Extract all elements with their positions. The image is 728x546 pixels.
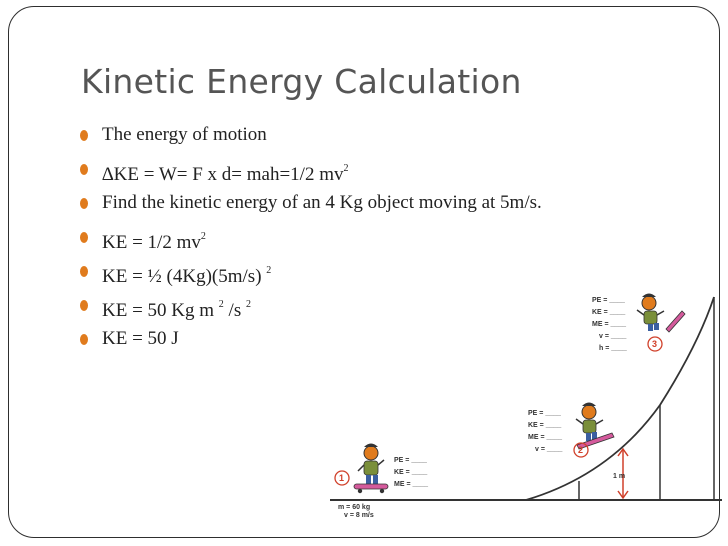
pos3-label-ke: KE = ____ — [592, 309, 626, 316]
pos3-label-h: h = ____ — [599, 345, 627, 352]
bullet-text-tail: /s — [223, 300, 246, 321]
bullet-superscript: 2 — [245, 299, 251, 310]
height-label: 1 m — [613, 473, 626, 480]
pos2-label-pe: PE = ____ — [528, 410, 561, 417]
bullet-dot-icon — [80, 198, 88, 209]
pos2-label-v: v = ____ — [535, 446, 563, 453]
bullet-text: KE = 50 J — [102, 328, 179, 349]
pos3-label-v: v = ____ — [599, 333, 627, 340]
bullet-superscript: 2 — [266, 265, 272, 276]
bullet-text: The energy of motion — [102, 124, 267, 145]
bullet-text: KE = 1/2 mv — [102, 232, 201, 253]
skater-2-icon — [576, 403, 614, 450]
skate-ramp-illustration — [330, 285, 722, 517]
bullet-text: Find the kinetic energy of an 4 Kg object moving at 5m/s. — [102, 192, 542, 213]
pos2-label-ke: KE = ____ — [528, 422, 562, 429]
bullet-text: ∆KE = W= F x d= mah=1/2 mv — [102, 164, 344, 185]
bullet-item — [80, 122, 542, 156]
bullet-dot-icon — [80, 334, 88, 345]
bullet-item — [80, 190, 542, 224]
bullet-text: KE = ½ (4Kg)(5m/s) — [102, 266, 267, 287]
bullet-superscript: 2 — [218, 299, 224, 310]
bullet-dot-icon — [80, 232, 88, 243]
pos3-label-me: ME = ____ — [592, 321, 627, 328]
bullet-item — [80, 224, 542, 258]
bullet-dot-icon — [80, 266, 88, 277]
pos3-label-pe: PE = ____ — [592, 297, 625, 304]
position-number-1: 1 — [339, 473, 345, 483]
pos1-label-pe: PE = ____ — [394, 457, 427, 464]
bullet-superscript: 2 — [200, 231, 206, 242]
pos1-label-ke: KE = ____ — [394, 469, 428, 476]
bullet-item — [80, 156, 542, 190]
position-number-3: 3 — [652, 339, 658, 349]
pos1-label-me: ME = ____ — [394, 481, 429, 488]
bullet-dot-icon — [80, 300, 88, 311]
bullet-dot-icon — [80, 130, 88, 141]
slide-title: Kinetic Energy Calculation — [81, 62, 522, 101]
bullet-dot-icon — [80, 164, 88, 175]
bullet-text: KE = 50 Kg m — [102, 300, 219, 321]
skater-3-icon — [637, 294, 685, 333]
velocity-label: v = 8 m/s — [344, 512, 374, 517]
position-number-2: 2 — [578, 445, 584, 455]
skater-1-icon — [354, 444, 388, 494]
pos2-label-me: ME = ____ — [528, 434, 563, 441]
bullet-superscript: 2 — [343, 163, 349, 174]
mass-label: m = 60 kg — [338, 504, 371, 511]
